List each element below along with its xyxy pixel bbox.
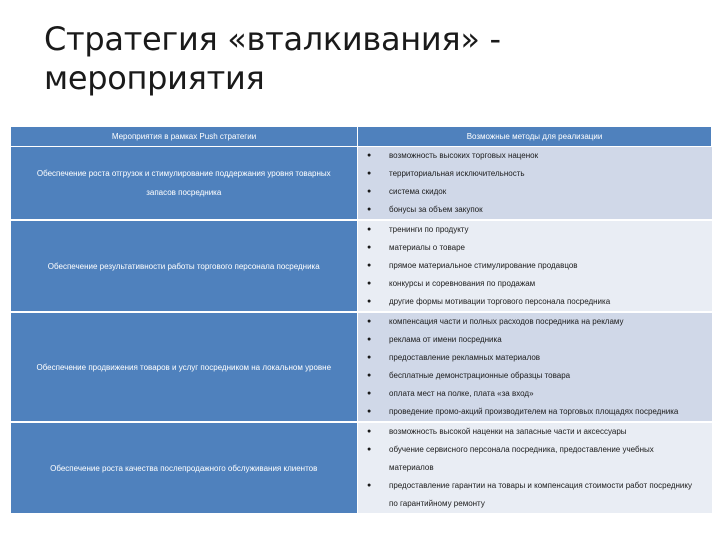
method-text: бесплатные демонстрационные образцы товара — [389, 371, 571, 380]
activity-cell: Обеспечение результативности работы торгового персонала посредника — [11, 220, 358, 312]
list-item — [358, 423, 712, 441]
list-item — [358, 183, 712, 201]
list-item — [358, 147, 712, 165]
list-item — [358, 367, 712, 385]
slide-title: Стратегия «вталкивания» - мероприятия — [44, 20, 501, 97]
methods-list — [358, 147, 712, 219]
methods-list — [358, 423, 712, 513]
method-text: возможность высоких торговых наценок — [389, 151, 539, 160]
list-item — [358, 201, 712, 219]
list-item — [358, 165, 712, 183]
bullet-icon: ● — [367, 262, 372, 269]
method-text: материалы о товаре — [389, 243, 466, 252]
methods-cell — [358, 312, 712, 422]
header-activities: Мероприятия в рамках Push стратегии — [11, 127, 358, 147]
table-header-row — [11, 127, 712, 147]
push-strategy-table — [10, 126, 712, 515]
list-item — [358, 477, 712, 513]
method-text: территориальная исключительность — [389, 169, 525, 178]
list-item — [358, 385, 712, 403]
list-item — [358, 275, 712, 293]
table-row — [11, 312, 712, 422]
bullet-icon: ● — [367, 318, 372, 325]
bullet-icon: ● — [367, 152, 372, 159]
header-methods: Возможные методы для реализации — [358, 127, 712, 147]
table-row — [11, 220, 712, 312]
method-text: система скидок — [389, 187, 447, 196]
method-text: обучение сервисного персонала посредника, предоставление учебных материалов — [389, 445, 654, 472]
list-item — [358, 331, 712, 349]
method-text: предоставление рекламных материалов — [389, 353, 541, 362]
bullet-icon: ● — [367, 170, 372, 177]
methods-list — [358, 221, 712, 311]
list-item — [358, 293, 712, 311]
bullet-icon: ● — [367, 372, 372, 379]
method-text: прямое материальное стимулирование продавцов — [389, 261, 578, 270]
table-body — [11, 147, 712, 515]
methods-list — [358, 313, 712, 421]
bullet-icon: ● — [367, 206, 372, 213]
activity-cell: Обеспечение продвижения товаров и услуг посредником на локальном уровне — [11, 312, 358, 422]
method-text: проведение промо-акций производителем на торговых площадях посредника — [389, 407, 679, 416]
list-item — [358, 313, 712, 331]
bullet-icon: ● — [367, 226, 372, 233]
table-row — [11, 422, 712, 514]
table-row — [11, 147, 712, 221]
method-text: другие формы мотивации торгового персонала посредника — [389, 297, 611, 306]
list-item — [358, 349, 712, 367]
bullet-icon: ● — [367, 390, 372, 397]
bullet-icon: ● — [367, 408, 372, 415]
list-item — [358, 403, 712, 421]
method-text: реклама от имени посредника — [389, 335, 502, 344]
bullet-icon: ● — [367, 188, 372, 195]
methods-cell — [358, 220, 712, 312]
method-text: компенсация части и полных расходов посредника на рекламу — [389, 317, 624, 326]
list-item — [358, 239, 712, 257]
method-text: конкурсы и соревнования по продажам — [389, 279, 536, 288]
bullet-icon: ● — [367, 482, 372, 489]
list-item — [358, 221, 712, 239]
list-item — [358, 441, 712, 477]
bullet-icon: ● — [367, 280, 372, 287]
method-text: бонусы за объем закупок — [389, 205, 483, 214]
activity-cell: Обеспечение роста качества послепродажного обслуживания клиентов — [11, 422, 358, 514]
bullet-icon: ● — [367, 336, 372, 343]
method-text: оплата мест на полке, плата «за вход» — [389, 389, 534, 398]
method-text: предоставление гарантии на товары и компенсация стоимости работ посреднику по гарантийному ремонту — [389, 481, 692, 508]
bullet-icon: ● — [367, 244, 372, 251]
bullet-icon: ● — [367, 446, 372, 453]
methods-cell — [358, 422, 712, 514]
bullet-icon: ● — [367, 428, 372, 435]
bullet-icon: ● — [367, 354, 372, 361]
bullet-icon: ● — [367, 298, 372, 305]
method-text: тренинги по продукту — [389, 225, 469, 234]
list-item — [358, 257, 712, 275]
method-text: возможность высокой наценки на запасные части и аксессуары — [389, 427, 627, 436]
activity-cell: Обеспечение роста отгрузок и стимулирование поддержания уровня товарных запасов посредника — [11, 147, 358, 221]
methods-cell — [358, 147, 712, 221]
